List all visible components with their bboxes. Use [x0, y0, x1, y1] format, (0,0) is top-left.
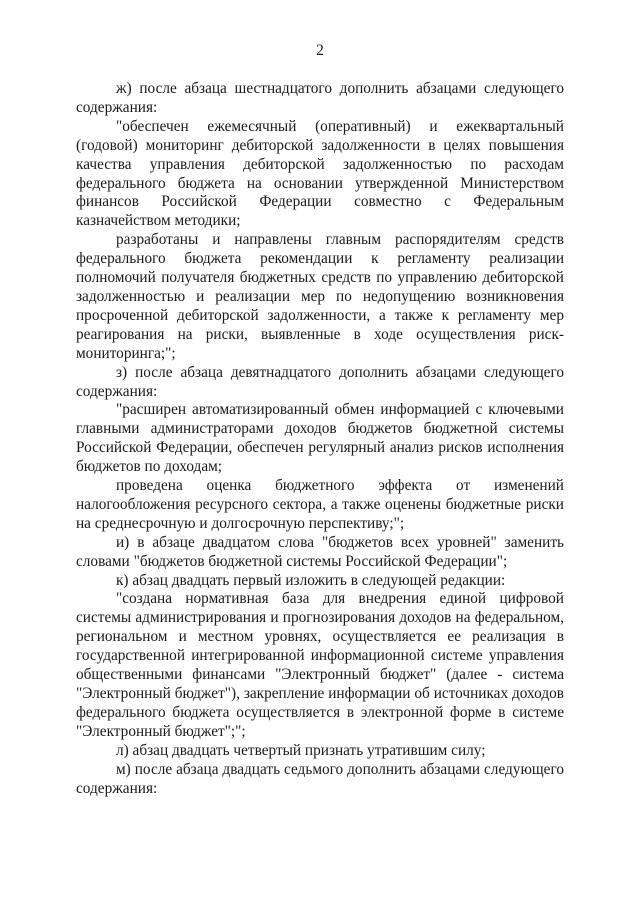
page-number: 2 — [316, 42, 324, 59]
paragraph-z-amendment: з) после абзаца девятнадцатого дополнить абзацами следующего содержания: — [76, 363, 564, 400]
paragraph-zh-amendment: ж) после абзаца шестнадцатого дополнить абзацами следующего содержания: — [76, 80, 564, 116]
paragraph-i-amendment: и) в абзаце двадцатом слова "бюджетов всех уровней" заменить словами "бюджетов бюджетной системы Российской Федерации"; — [76, 533, 564, 570]
paragraph-digital-system: "создана нормативная база для внедрения единой цифровой системы администрирования и прогнозирования доходов на федеральном, региональном и местном уровнях, осуществляется ее реализация в государственной интегрированной информационной системе управления общественными финансами "Электронный бюджет" (далее - система "Электронный бюджет"), закрепление информации об источниках доходов федерального бюджета осуществляется в электронной форме в системе "Электронный бюджет";"; — [76, 590, 564, 740]
paragraph-recommendations: разработаны и направлены главным распорядителям средств федерального бюджета рекомендации к регламенту реализации полномочий получателя бюджетных средств по управлению дебиторской задолженностью и реализации мер по недопущению возникновения просроченной дебиторской задолженности, а также к регламенту мер реагирования на риски, выявленные в ходе осуществления риск-мониторинга;"; — [76, 231, 564, 362]
document-body — [76, 80, 564, 798]
paragraph-m-amendment: м) после абзаца двадцать седьмого дополнить абзацами следующего содержания: — [76, 760, 564, 797]
paragraph-budget-effect: проведена оценка бюджетного эффекта от изменений налогообложения ресурсного сектора, а также оценены бюджетные риски на среднесрочную и долгосрочную перспективу;"; — [76, 477, 564, 532]
paragraph-information-exchange: "расширен автоматизированный обмен информацией с ключевыми главными администраторами доходов бюджетов бюджетной системы Российской Федерации, обеспечен регулярный анализ рисков исполнения бюджетов по доходам; — [76, 401, 564, 476]
paragraph-monitoring: "обеспечен ежемесячный (оперативный) и ежеквартальный (годовой) мониторинг дебиторской задолженности в целях повышения качества управления дебиторской задолженностью по расходам федерального бюджета на основании утвержденной Министерством финансов Российской Федерации совместно с Федеральным казначейством методики; — [76, 117, 564, 230]
paragraph-k-amendment: к) абзац двадцать первый изложить в следующей редакции: — [116, 571, 506, 589]
paragraph-l-amendment: л) абзац двадцать четвертый признать утратившим силу; — [116, 741, 486, 759]
